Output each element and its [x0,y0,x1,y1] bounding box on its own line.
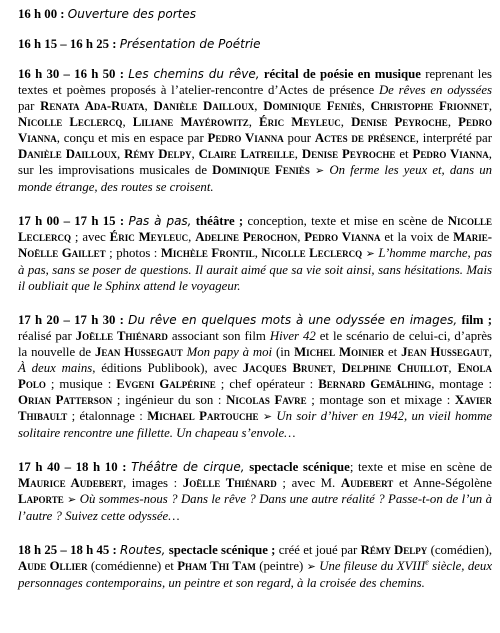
person-name: Danièle Dailloux [153,99,255,113]
entry-kind: récital de poésie en musique [263,67,421,81]
person-name: Liliane Mayérowitz [132,115,249,129]
entry-text: ; chef opérateur : [220,377,314,391]
entry-time: 16 h 00 : [18,7,65,21]
entry-text: , éditions Publibook), avec [92,361,237,375]
person-name: Nicolle Leclercq [261,246,363,260]
person-name: Michael Partouche [147,409,259,423]
entry-time: 17 h 40 – 18 h 10 : [18,460,127,474]
person-name: Denise Peyroche [301,147,396,161]
person-name: Rémy Delpy [124,147,192,161]
work-title: Mon papy à moi [186,345,273,359]
entry-text: ; avec M. [282,476,336,490]
arrow-icon: ➢ [262,410,273,423]
person-name: Rémy Delpy [360,543,428,557]
entry-kind: spectacle scénique [249,460,350,474]
entry-title: Pas à pas, [128,214,192,228]
entry-text: créé et joué par [278,543,358,557]
entry-title: Ouverture des portes [67,7,196,21]
entry-text: (peintre) [259,559,304,573]
person-name: Xavier Thibault [18,393,493,423]
entry-time: 18 h 25 – 18 h 45 : [18,543,117,557]
entry-text: , montage : [431,377,493,391]
entry-text: reprenant les textes et poèmes proposés à l’atelier-rencontre d’Actes de présence [18,67,493,97]
person-name: Michèle Frontil [160,246,255,260]
entry-kind: spectacle scénique ; [168,543,276,557]
person-name: Jean Hussegaut [94,345,183,359]
entry-title: Présentation de Poétrie [119,37,261,51]
entry-time: 16 h 30 – 16 h 50 : [18,67,124,81]
entry-cirque [18,459,492,524]
entry-presentation [18,36,492,52]
entry-text: ; montage son et mixage : [311,393,451,407]
entry-recital: 16 h 30 – 16 h 50 : Les chemins du rêve, récital de poésie en musique reprenant les textes et poèmes proposés à l’atelier-rencontre d’Actes de présence De rêves en odyssées par Renata Ada-Ruata, Danièle Dailloux, Dominique Feniès, Christophe Frionnet, Nicolle Leclercq, Liliane Mayérowitz, Éric Meyleuc, Denise Peyroche, Pedro Vianna, conçu et mis en espace par Pedro Vianna pour Actes de présence, interprété par Danièle Dailloux, Rémy Delpy, Claire Latreille, Denise Peyroche et Pedro Vianna, sur les improvisations musicales de Dominique Feniès ➢ On ferme les yeux et, dans un monde étrange, des routes se croisent. [18,67,493,194]
work-title: À deux mains [18,361,93,375]
person-name: Laporte [18,492,64,506]
entry-text: ; texte et mise en scène de [349,460,492,474]
entry-text: conçu et mis en espace par [63,131,204,145]
entry-text: ; étalonnage : [71,409,143,423]
person-name: Audebert [340,476,394,490]
arrow-icon: ➢ [67,493,77,506]
person-name: Pham Thi Tam [177,559,256,573]
person-name: Claire Latreille [198,147,295,161]
entry-text: et [399,147,409,161]
entry-text: ; ingénieur du son : [116,393,222,407]
person-name: Evgeni Galpérine [116,377,216,391]
entry-routes [18,542,492,591]
entry-text: sur les improvisations musicales de [18,163,207,177]
person-name: Dominique Feniès [212,163,310,177]
entry-kind: théâtre ; [195,214,244,228]
person-name: Éric Meyleuc [109,230,189,244]
person-name: Bernard Gemälhing [318,377,432,391]
entry-text: ; photos : [109,246,158,260]
entry-text: et le scénario de celui-ci, d’après la nouvelle de [18,329,493,359]
person-name: Pedro Vianna [18,115,492,145]
entry-text: et Anne-Ségolène [398,476,492,490]
entry-text: associant son film [171,329,266,343]
person-name: Dominique Feniès [263,99,362,113]
person-name: Renata Ada-Ruata [40,99,145,113]
entry-quote: siècle, deux personnages contemporains, un peintre et son regard, à la croisée des chemins. [18,559,492,590]
entry-quote: L’homme marche, pas à pas, sans se poser de questions. Il aurait aimé que sa vie soit ainsi, sans hésitations. Mais il oubliait que le Sphinx attend le voyageur. [18,246,492,293]
work-title: De rêves en odyssées [378,83,492,97]
entry-text: ; musique : [50,377,112,391]
arrow-icon: ➢ [315,164,325,177]
person-name: Pedro Vianna [207,131,284,145]
entry-text: par [18,99,35,113]
person-name: Pedro Vianna [304,230,381,244]
entry-title: Du rêve en quelques mots à une odyssée en images, [128,313,458,327]
person-name: Danièle Dailloux [18,147,117,161]
entry-title: Routes, [120,543,166,557]
person-name: Joëlle Thiénard [182,476,277,490]
entry-text: et la voix de [384,230,450,244]
entry-text: , images : [122,476,178,490]
person-name: Christophe Frionnet [370,99,489,113]
entry-pas-a-pas: 17 h 00 – 17 h 15 : Pas à pas, théâtre ; conception, texte et mise en scène de Nicolle Leclercq ; avec Éric Meyleuc, Adeline Perochon, Pedro Vianna et la voix de Marie-Noëlle Gaillet ; photos : Michèle Frontil, Nicolle Leclercq ➢ L’homme marche, pas à pas, sans se poser de questions. Il aurait aimé que sa vie soit ainsi, sans hésitations. Mais il oubliait que le Sphinx attend le voyageur. [18,214,493,293]
person-name: Enola Polo [18,361,492,391]
work-title: Hiver 42 [269,329,316,343]
entry-title: Théâtre de cirque, [131,460,245,474]
arrow-icon: ➢ [306,560,316,573]
person-name: Michel Moinier [294,345,385,359]
entry-text: (in [275,345,291,359]
company-name: Actes de présence [314,131,416,145]
person-name: Pedro Vianna [412,147,489,161]
person-name: Nicolle Leclercq [18,214,493,244]
person-name: Aude Ollier [18,559,88,573]
person-name: Jacques Brunet [242,361,333,375]
person-name: Adeline Perochon [195,230,298,244]
person-name: Éric Meyleuc [259,115,341,129]
entry-time: 16 h 15 – 16 h 25 : [18,37,117,51]
entry-text: pour [287,131,312,145]
entry-text: interprété par [422,131,492,145]
entry-text: (comédienne) et [90,559,174,573]
person-name: Denise Peyroche [351,115,448,129]
entry-text: ; avec [74,230,106,244]
arrow-icon: ➢ [365,247,375,260]
person-name: Orian Patterson [18,393,113,407]
entry-quote: On ferme les yeux et, dans un monde étrange, des routes se croisent. [18,163,492,194]
entry-film: 17 h 20 – 17 h 30 : Du rêve en quelques mots à une odyssée en images, film ; réalisé par Joëlle Thiénard associant son film Hiver 42 et le scénario de celui-ci, d’après la nouvelle de Jean Hussegaut Mon papy à moi (in Michel Moinier et Jean Hussegaut, À deux mains, éditions Publibook), avec Jacques Brunet, Delphine Chuillot, Enola Polo ; musique : Evgeni Galpérine ; chef opérateur : Bernard Gemälhing, montage : Orian Patterson ; ingénieur du son : Nicolas Favre ; montage son et mixage : Xavier Thibault ; étalonnage : Michael Partouche ➢ Un soir d’hiver en 1942, un vieil homme solitaire rencontre une fillette. Un chapeau s’envole… [18,313,493,440]
entry-time: 17 h 20 – 17 h 30 : [18,313,124,327]
entry-quote: Une fileuse du XVIII [319,559,426,573]
entry-opening [18,6,492,22]
entry-quote: Où sommes-nous ? Dans le rêve ? Dans une autre réalité ? Passe-t-on de l’un à l’autre ? Suivez cette odyssée… [18,492,493,523]
person-name: Marie-Noëlle Gaillet [18,230,493,260]
entry-time: 17 h 00 – 17 h 15 : [18,214,125,228]
superscript: e [425,557,429,567]
entry-title: Les chemins du rêve, [128,67,260,81]
entry-kind: film ; [461,313,492,327]
person-name: Nicolas Favre [226,393,307,407]
entry-text: conception, texte et mise en scène de [247,214,444,228]
person-name: Jean Hussegaut [401,345,489,359]
person-name: Maurice Audebert [18,476,123,490]
person-name: Delphine Chuillot [341,361,449,375]
entry-text: réalisé par [18,329,72,343]
entry-text: (comédien), [430,543,493,557]
person-name: Nicolle Leclercq [18,115,123,129]
entry-quote: Un soir d’hiver en 1942, un vieil homme solitaire rencontre une fillette. Un chapeau s’envole… [18,409,493,440]
entry-text: et [388,345,398,359]
person-name: Joëlle Thiénard [75,329,168,343]
